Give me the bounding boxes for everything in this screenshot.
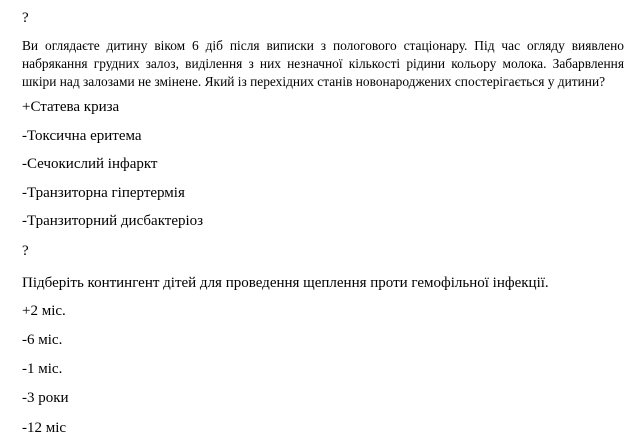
question-marker-2: ? <box>22 243 29 259</box>
answer-option-2-3: -1 міс. <box>22 361 63 377</box>
question-marker-1: ? <box>22 10 29 26</box>
question-2-text: Підберіть контингент дітей для проведення щеплення проти гемофільної інфекції. <box>22 275 549 291</box>
answer-option-1-3: -Сечокислий інфаркт <box>22 156 158 172</box>
question-1-line-2: набрякання грудних залоз, виділення з них незначної кількості рідини кольору молока. Забарвлення <box>22 56 624 71</box>
answer-option-1-2: -Токсична еритема <box>22 128 142 144</box>
answer-option-2-2: -6 міс. <box>22 332 63 348</box>
question-1-line-3: шкіри над залозами не змінене. Який із перехідних станів новонароджених спостерігається у дитини? <box>22 74 606 89</box>
answer-option-2-1: +2 міс. <box>22 303 66 319</box>
answer-option-1-4: -Транзиторна гіпертермія <box>22 185 185 201</box>
question-1-text <box>22 37 624 91</box>
answer-option-2-4: -3 роки <box>22 390 69 406</box>
answer-option-1-1: +Статева криза <box>22 99 120 115</box>
answer-option-1-5: -Транзиторний дисбактеріоз <box>22 213 204 229</box>
question-1-line-1: Ви оглядаєте дитину віком 6 діб після виписки з пологового стаціонару. Під час огляду виявлено <box>22 38 624 53</box>
answer-option-2-5: -12 міс <box>22 420 67 436</box>
